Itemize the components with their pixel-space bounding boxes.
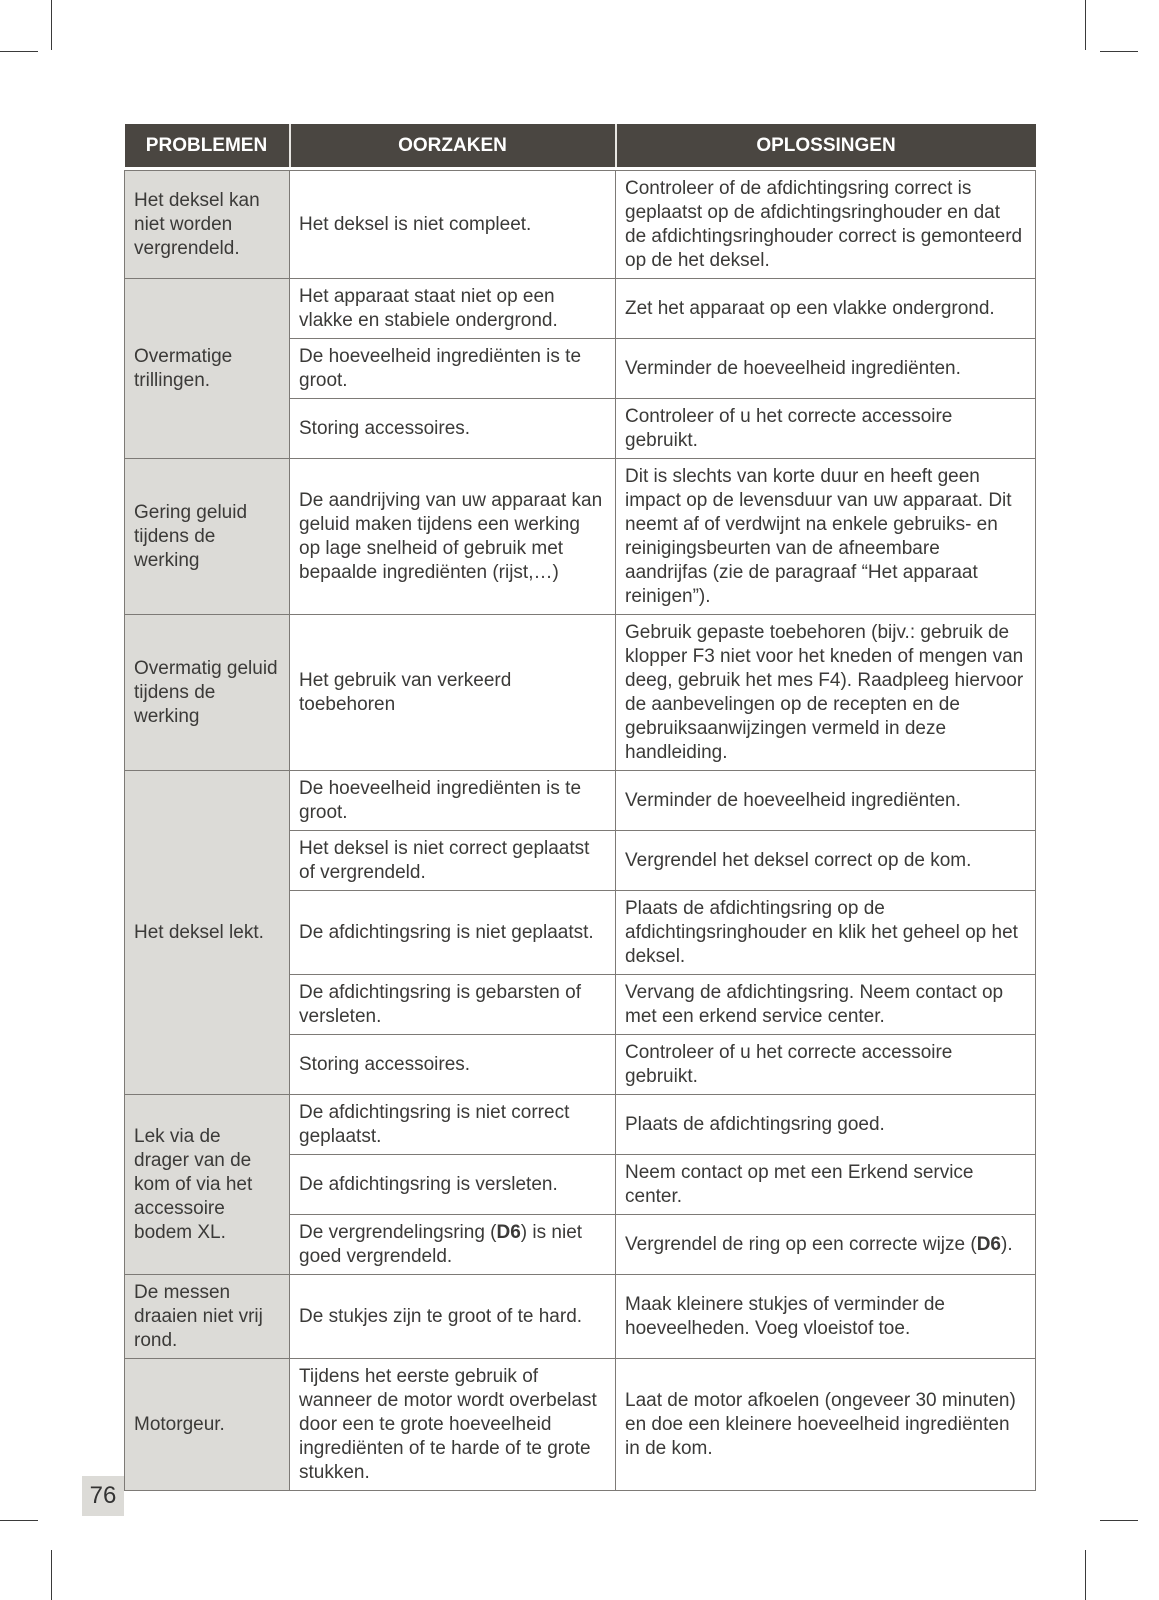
solution-cell: Vergrendel het deksel correct op de kom. [616, 831, 1036, 891]
problem-cell: De messen draaien niet vrij rond. [125, 1275, 290, 1359]
header-causes: OORZAKEN [290, 124, 616, 167]
part-reference: D6 [496, 1222, 521, 1243]
cause-cell: De aandrijving van uw apparaat kan geluid maken tijdens een werking op lage snelheid of gebruik met bepaalde ingrediënten (rijst,…) [290, 459, 616, 615]
solution-cell: Controleer of de afdichtingsring correct is geplaatst op de afdichtingsringhouder en dat de afdichtingsringhouder correct is gemonteerd op de het deksel. [616, 171, 1036, 279]
crop-mark [1100, 51, 1138, 52]
troubleshooting-table [124, 124, 1036, 1491]
solution-cell: Dit is slechts van korte duur en heeft geen impact op de levensduur van uw apparaat. Dit neemt af of verdwijnt na enkele gebruiks- en reinigingsbeurten van de afneembare aandrijfas (zie de paragraaf “Het apparaat reinigen”). [616, 459, 1036, 615]
cause-cell: Het gebruik van verkeerd toebehoren [290, 615, 616, 771]
cause-cell: Storing accessoires. [290, 1035, 616, 1095]
crop-mark [51, 1550, 52, 1600]
cause-cell: De hoeveelheid ingrediënten is te groot. [290, 771, 616, 831]
solution-cell: Verminder de hoeveelheid ingrediënten. [616, 339, 1036, 399]
table-row [125, 1275, 1036, 1359]
cause-cell: De afdichtingsring is gebarsten of versleten. [290, 975, 616, 1035]
solution-cell: Controleer of u het correcte accessoire gebruikt. [616, 399, 1036, 459]
cause-cell [290, 1215, 616, 1275]
header-problems: PROBLEMEN [125, 124, 290, 167]
solution-text: ). [1001, 1234, 1013, 1255]
cause-cell: Het apparaat staat niet op een vlakke en stabiele ondergrond. [290, 279, 616, 339]
crop-mark [1085, 1550, 1086, 1600]
cause-cell: De stukjes zijn te groot of te hard. [290, 1275, 616, 1359]
cause-cell: De afdichtingsring is versleten. [290, 1155, 616, 1215]
table-row [125, 771, 1036, 831]
solution-cell: Controleer of u het correcte accessoire gebruikt. [616, 1035, 1036, 1095]
crop-mark [0, 1520, 38, 1521]
cause-cell: De afdichtingsring is niet correct geplaatst. [290, 1095, 616, 1155]
table-row [125, 279, 1036, 339]
problem-cell: Het deksel lekt. [125, 771, 290, 1095]
table-row [125, 171, 1036, 279]
solution-cell: Maak kleinere stukjes of verminder de hoeveelheden. Voeg vloeistof toe. [616, 1275, 1036, 1359]
crop-mark [51, 0, 52, 50]
cause-cell: Tijdens het eerste gebruik of wanneer de motor wordt overbelast door een te grote hoeveelheid ingrediënten of te harde of te grote stukken. [290, 1359, 616, 1491]
table-row [125, 459, 1036, 615]
solution-cell: Zet het apparaat op een vlakke ondergrond. [616, 279, 1036, 339]
table-header-row [125, 124, 1036, 167]
problem-cell: Gering geluid tijdens de werking [125, 459, 290, 615]
cause-cell: De hoeveelheid ingrediënten is te groot. [290, 339, 616, 399]
cause-cell: De afdichtingsring is niet geplaatst. [290, 891, 616, 975]
cause-cell: Storing accessoires. [290, 399, 616, 459]
solution-cell: Vervang de afdichtingsring. Neem contact op met een erkend service center. [616, 975, 1036, 1035]
crop-mark [0, 51, 38, 52]
cause-text: De vergrendelingsring ( [299, 1222, 497, 1243]
solution-text: Vergrendel de ring op een correcte wijze ( [625, 1234, 977, 1255]
cause-cell: Het deksel is niet correct geplaatst of vergrendeld. [290, 831, 616, 891]
problem-cell: Overmatige trillingen. [125, 279, 290, 459]
solution-cell: Gebruik gepaste toebehoren (bijv.: gebruik de klopper F3 niet voor het kneden of mengen van deeg, gebruik het mes F4). Raadpleeg hiervoor de aanbevelingen op de recepten en de gebruiksaanwijzingen vermeld in deze handleiding. [616, 615, 1036, 771]
solution-cell: Plaats de afdichtingsring op de afdichtingsringhouder en klik het geheel op het deksel. [616, 891, 1036, 975]
page-number: 76 [82, 1476, 124, 1516]
solution-cell: Plaats de afdichtingsring goed. [616, 1095, 1036, 1155]
solution-cell: Neem contact op met een Erkend service center. [616, 1155, 1036, 1215]
table-row [125, 615, 1036, 771]
cause-cell: Het deksel is niet compleet. [290, 171, 616, 279]
part-reference: D6 [976, 1234, 1001, 1255]
crop-mark [1085, 0, 1086, 50]
solution-cell: Verminder de hoeveelheid ingrediënten. [616, 771, 1036, 831]
problem-cell: Overmatig geluid tijdens de werking [125, 615, 290, 771]
header-solutions: OPLOSSINGEN [616, 124, 1036, 167]
crop-mark [1100, 1520, 1138, 1521]
table-row [125, 1359, 1036, 1491]
solution-cell [616, 1215, 1036, 1275]
problem-cell: Het deksel kan niet worden vergrendeld. [125, 171, 290, 279]
solution-cell: Laat de motor afkoelen (ongeveer 30 minuten) en doe een kleinere hoeveelheid ingrediënten in de kom. [616, 1359, 1036, 1491]
problem-cell: Lek via de drager van de kom of via het accessoire bodem XL. [125, 1095, 290, 1275]
problem-cell: Motorgeur. [125, 1359, 290, 1491]
cause-text: ) is niet goed vergrendeld. [299, 1222, 583, 1267]
table-row [125, 1095, 1036, 1155]
